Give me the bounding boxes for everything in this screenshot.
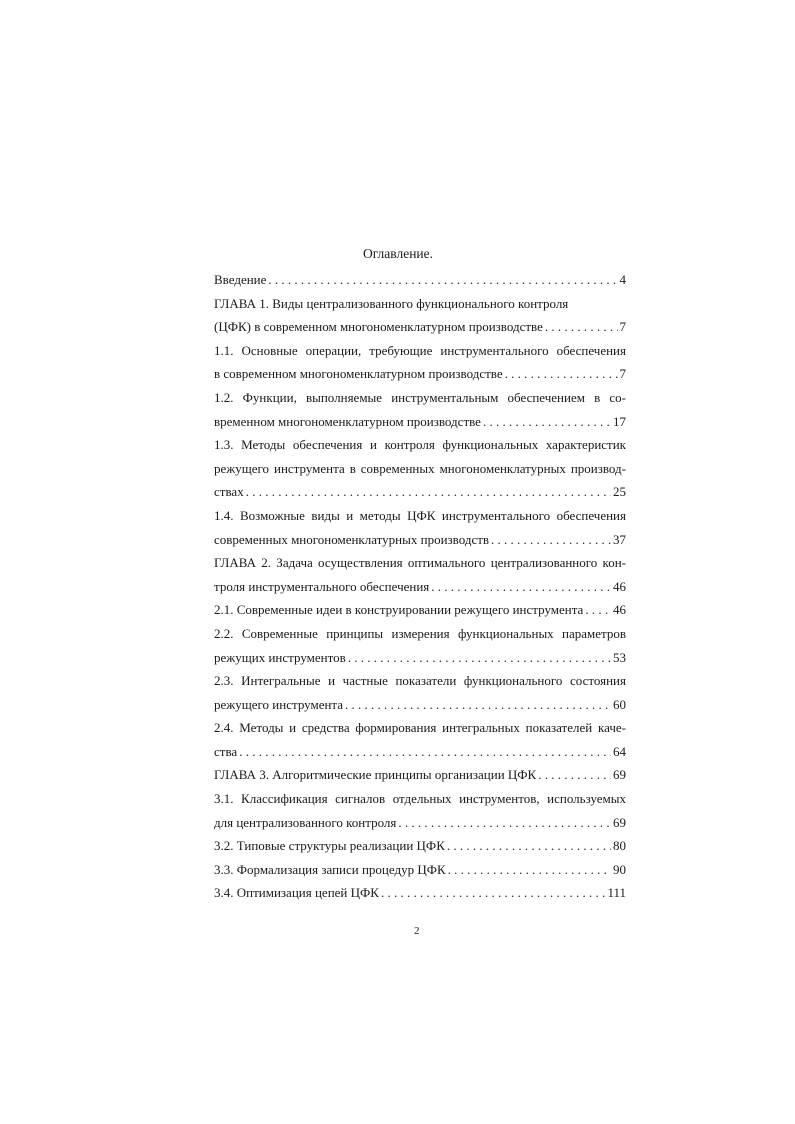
toc-entry-line: 2.2. Современные принципы измерения функциональных параметров [214,625,626,641]
dot-leader [348,646,611,670]
toc-entry-text: ГЛАВА 3. Алгоритмические принципы организации ЦФК [214,767,537,783]
toc-entry-text: Введение [214,272,267,287]
toc-entry-page: 7 [619,319,626,335]
dot-leader [585,598,611,622]
toc-entry-page: 46 [613,578,626,594]
toc-entry-page: 17 [613,413,626,429]
toc-entry [214,716,626,763]
toc-entry-page: 90 [613,861,626,877]
toc-entry-text: 2.1. Современные идеи в конструировании режущего инструмента [214,602,584,618]
toc-title: Оглавление. [362,246,434,261]
toc-entry-page: 4 [619,272,626,287]
toc-entry-text: режущих инструментов [214,649,346,665]
dot-leader [345,693,611,717]
toc-entry-text: 3.3. Формализация записи процедур ЦФК [214,861,446,877]
toc-entry [214,504,626,551]
toc-entry-page: 69 [613,767,626,783]
toc-entry-line: 1.1. Основные операции, требующие инструментального обеспечения [214,342,626,358]
toc-entry-text: ствах [214,484,244,500]
toc-entry-line: режущего инструмента в современных многономенклатурных производ- [214,460,626,476]
toc-entry-page: 53 [613,649,626,665]
dot-leader [239,740,611,764]
toc-entry-text: троля инструментального обеспечения [214,578,430,594]
toc-entry-page: 37 [613,531,626,547]
toc-entry-page: 80 [613,838,626,854]
toc-entry-page: 46 [613,602,626,618]
toc-entry-text: (ЦФК) в современном многономенклатурном производстве [214,319,543,335]
toc-entry-text: режущего инструмента [214,696,344,712]
toc-entry-page: 7 [619,366,626,382]
toc-entry [214,433,626,504]
table-of-contents [214,268,626,905]
toc-entry-page: 60 [613,696,626,712]
toc-entry-page: 69 [613,814,626,830]
toc-entry [214,292,626,339]
toc-entry [214,858,626,882]
toc-entry [214,551,626,598]
page-number: 2 [414,925,420,937]
toc-entry [214,881,626,905]
toc-entry-line: 1.4. Возможные виды и методы ЦФК инструментального обеспечения [214,507,626,523]
toc-entry [214,622,626,669]
toc-entry-line: ГЛАВА 1. Виды централизованного функционального контроля [214,295,569,311]
toc-entry-text: 3.4. Оптимизация цепей ЦФК [214,885,379,901]
toc-entry-text: 3.2. Типовые структуры реализации ЦФК [214,838,445,854]
toc-entry-line: 2.3. Интегральные и частные показатели функционального состояния [214,673,626,689]
dot-leader [268,268,617,292]
dot-leader [246,480,611,504]
toc-entry-text: ства [214,743,238,759]
dot-leader [398,811,611,835]
dot-leader [448,858,611,882]
dot-leader [483,410,611,434]
toc-entry [214,339,626,386]
toc-entry [214,598,626,622]
toc-entry [214,669,626,716]
toc-entry-text: в современном многономенклатурном производстве [214,366,503,382]
toc-entry-text: временном многономенклатурном производстве [214,413,481,429]
dot-leader [381,881,605,905]
toc-entry-page: 111 [607,885,626,901]
dot-leader [538,763,611,787]
toc-entry-text: для централизованного контроля [214,814,397,830]
toc-entry [214,268,626,292]
toc-entry-line: 2.4. Методы и средства формирования интегральных показателей каче- [214,720,626,736]
toc-entry-text: современных многономенклатурных производств [214,531,490,547]
toc-entry-line: 1.2. Функции, выполняемые инструментальным обеспечением в со- [214,389,626,405]
toc-entry [214,834,626,858]
toc-entry-line: 3.1. Классификация сигналов отдельных инструментов, используемых [214,791,626,807]
toc-entry-line: 1.3. Методы обеспечения и контроля функциональных характеристик [214,437,626,453]
dot-leader [545,315,618,339]
dot-leader [447,834,611,858]
dot-leader [431,575,611,599]
toc-entry [214,386,626,433]
toc-entry-page: 64 [613,743,626,759]
toc-entry-page: 25 [613,484,626,500]
dot-leader [491,528,611,552]
toc-entry-line: ГЛАВА 2. Задача осуществления оптимального централизованного кон- [214,555,626,571]
toc-entry [214,787,626,834]
dot-leader [505,362,618,386]
toc-entry [214,763,626,787]
